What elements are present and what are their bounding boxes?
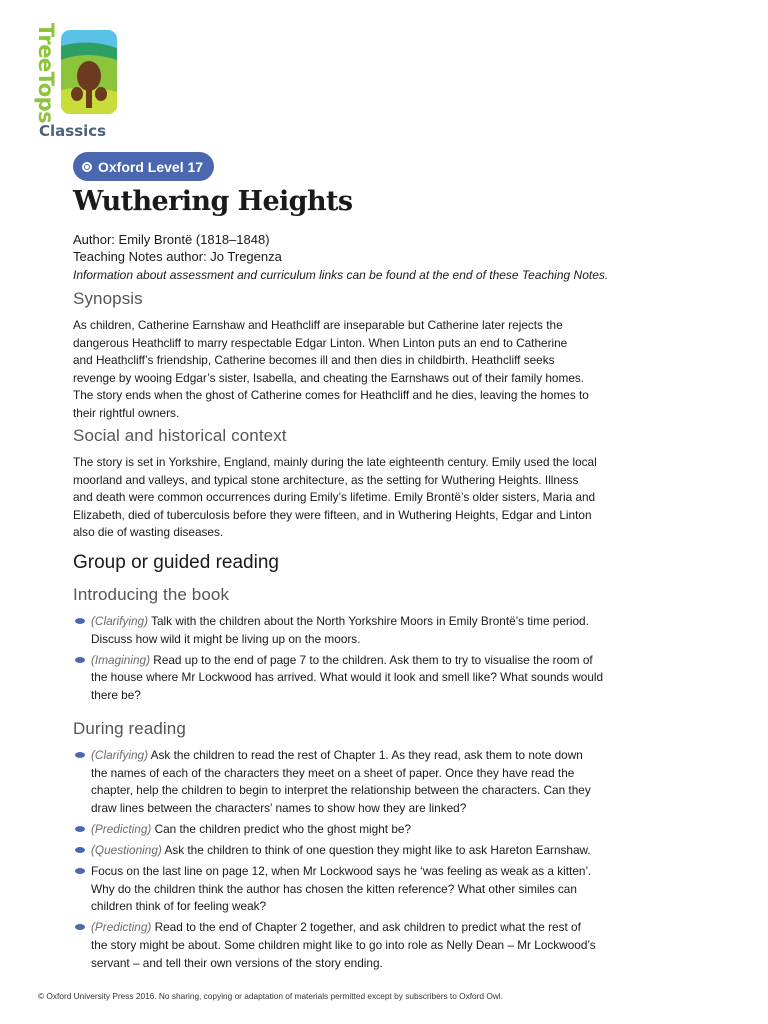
synopsis-line: and Heathcliff’s friendship, Catherine becomes ill and then dies in childbirth. Heathcliff seeks — [73, 353, 555, 368]
introducing-heading: Introducing the book — [73, 585, 230, 604]
bullet-icon — [75, 618, 85, 624]
item-text: Read to the end of Chapter 2 together, and ask children to predict what the rest of — [151, 920, 581, 935]
item-tag: (Imagining) — [91, 652, 151, 667]
item-text: draw lines between the characters’ names to show how they are linked? — [91, 800, 467, 815]
copyright-footer: © Oxford University Press 2016. No sharing, copying or adaptation of materials permitted except by subscribers to Oxford Owl. — [38, 991, 503, 1001]
bullet-icon — [75, 924, 85, 930]
synopsis-line: The story ends when the ghost of Catherine comes for Heathcliff and he dies, leaving the homes to — [73, 388, 589, 403]
during-reading-heading: During reading — [73, 719, 186, 738]
bullet-icon — [75, 847, 85, 853]
item-text: Why do the children think the author has chosen the kitten reference? What other similes can — [91, 881, 577, 896]
item-text: Focus on the last line on page 12, when Mr Lockwood says he ‘was feeling as weak as a kitten’. — [91, 864, 592, 879]
list-item — [73, 652, 663, 705]
item-text: children think of for feeling weak? — [91, 899, 267, 914]
synopsis-line: revenge by wooing Edgar’s sister, Isabella, and cheating the Earnshaws out of their family homes. — [73, 370, 585, 385]
treetops-classics-logo — [33, 22, 123, 143]
context-paragraph — [73, 454, 663, 542]
logo-series-text: Classics — [39, 122, 107, 140]
list-item — [73, 919, 663, 972]
tree-logo-icon — [61, 30, 117, 114]
bullet-icon — [75, 752, 85, 758]
item-tag: (Questioning) — [91, 842, 162, 857]
item-text: Ask the children to think of one question they might like to ask Hareton Earnshaw. — [161, 842, 591, 857]
item-text: the story might be about. Some children might like to go into role as Nelly Dean – Mr Lockwood’s — [91, 937, 596, 952]
bullet-icon — [75, 657, 85, 663]
list-item — [73, 863, 663, 916]
logo-brand-text: TreeTops — [34, 22, 59, 124]
introducing-list — [73, 613, 663, 708]
item-tag: (Predicting) — [91, 920, 152, 935]
synopsis-paragraph — [73, 317, 663, 423]
item-text: Read up to the end of page 7 to the children. Ask them to try to visualise the room of — [150, 652, 593, 667]
context-heading: Social and historical context — [73, 426, 287, 445]
list-item — [73, 821, 663, 839]
bullet-icon — [75, 826, 85, 832]
target-icon — [82, 162, 92, 172]
item-text: the names of each of the characters they meet on a sheet of paper. Once they have read the — [91, 765, 575, 780]
item-text: there be? — [91, 687, 141, 702]
context-line: moorland and valleys, and typical stone architecture, as the setting for Wuthering Heights. Illness — [73, 472, 579, 487]
bullet-icon — [75, 868, 85, 874]
item-tag: (Clarifying) — [91, 748, 149, 762]
oxford-level-badge — [73, 152, 214, 181]
context-line: also die of wasting diseases. — [73, 525, 224, 540]
synopsis-line: their rightful owners. — [73, 405, 180, 420]
synopsis-heading: Synopsis — [73, 289, 143, 308]
context-line: and death were common occurrences during Emily’s lifetime. Emily Brontë’s older sisters, Maria and — [73, 490, 596, 505]
item-text: Talk with the children about the North Yorkshire Moors in Emily Brontë’s time period. — [148, 614, 589, 628]
during-reading-list — [73, 747, 663, 976]
list-item — [73, 842, 663, 860]
item-text: servant – and tell their own versions of the story ending. — [91, 955, 383, 970]
context-line: Elizabeth, died of tuberculosis before they were fifteen, and in Wuthering Heights, Edgar and Linton — [73, 507, 592, 522]
level-label: Oxford Level 17 — [98, 158, 204, 175]
item-text: the house where Mr Lockwood has arrived. What would it look and smell like? What sounds would — [91, 670, 604, 685]
book-title: Wuthering Heights — [73, 186, 353, 217]
item-text: Ask the children to read the rest of Chapter 1. As they read, ask them to note down — [148, 748, 583, 762]
assessment-info-note: Information about assessment and curriculum links can be found at the end of these Teaching Notes. — [73, 268, 609, 282]
list-item — [73, 747, 663, 817]
item-text: chapter, help the children to begin to interpret the relationship between the characters. Can they — [91, 783, 591, 798]
synopsis-line: dangerous Heathcliff to marry respectable Edgar Linton. When Linton puts an end to Catherine — [73, 335, 568, 350]
item-tag: (Predicting) — [91, 821, 152, 836]
author-line: Author: Emily Brontë (1818–1848) — [73, 232, 270, 247]
item-tag: (Clarifying) — [91, 614, 149, 628]
notes-author-line: Teaching Notes author: Jo Tregenza — [73, 249, 282, 264]
synopsis-line: As children, Catherine Earnshaw and Heathcliff are inseparable but Catherine later rejects the — [73, 318, 563, 332]
item-text: Can the children predict who the ghost might be? — [151, 821, 412, 836]
item-text: Discuss how wild it might be living up on the moors. — [91, 631, 361, 646]
list-item — [73, 613, 663, 648]
group-reading-heading: Group or guided reading — [73, 552, 279, 573]
context-line: The story is set in Yorkshire, England, mainly during the late eighteenth century. Emily used the local — [73, 455, 597, 469]
